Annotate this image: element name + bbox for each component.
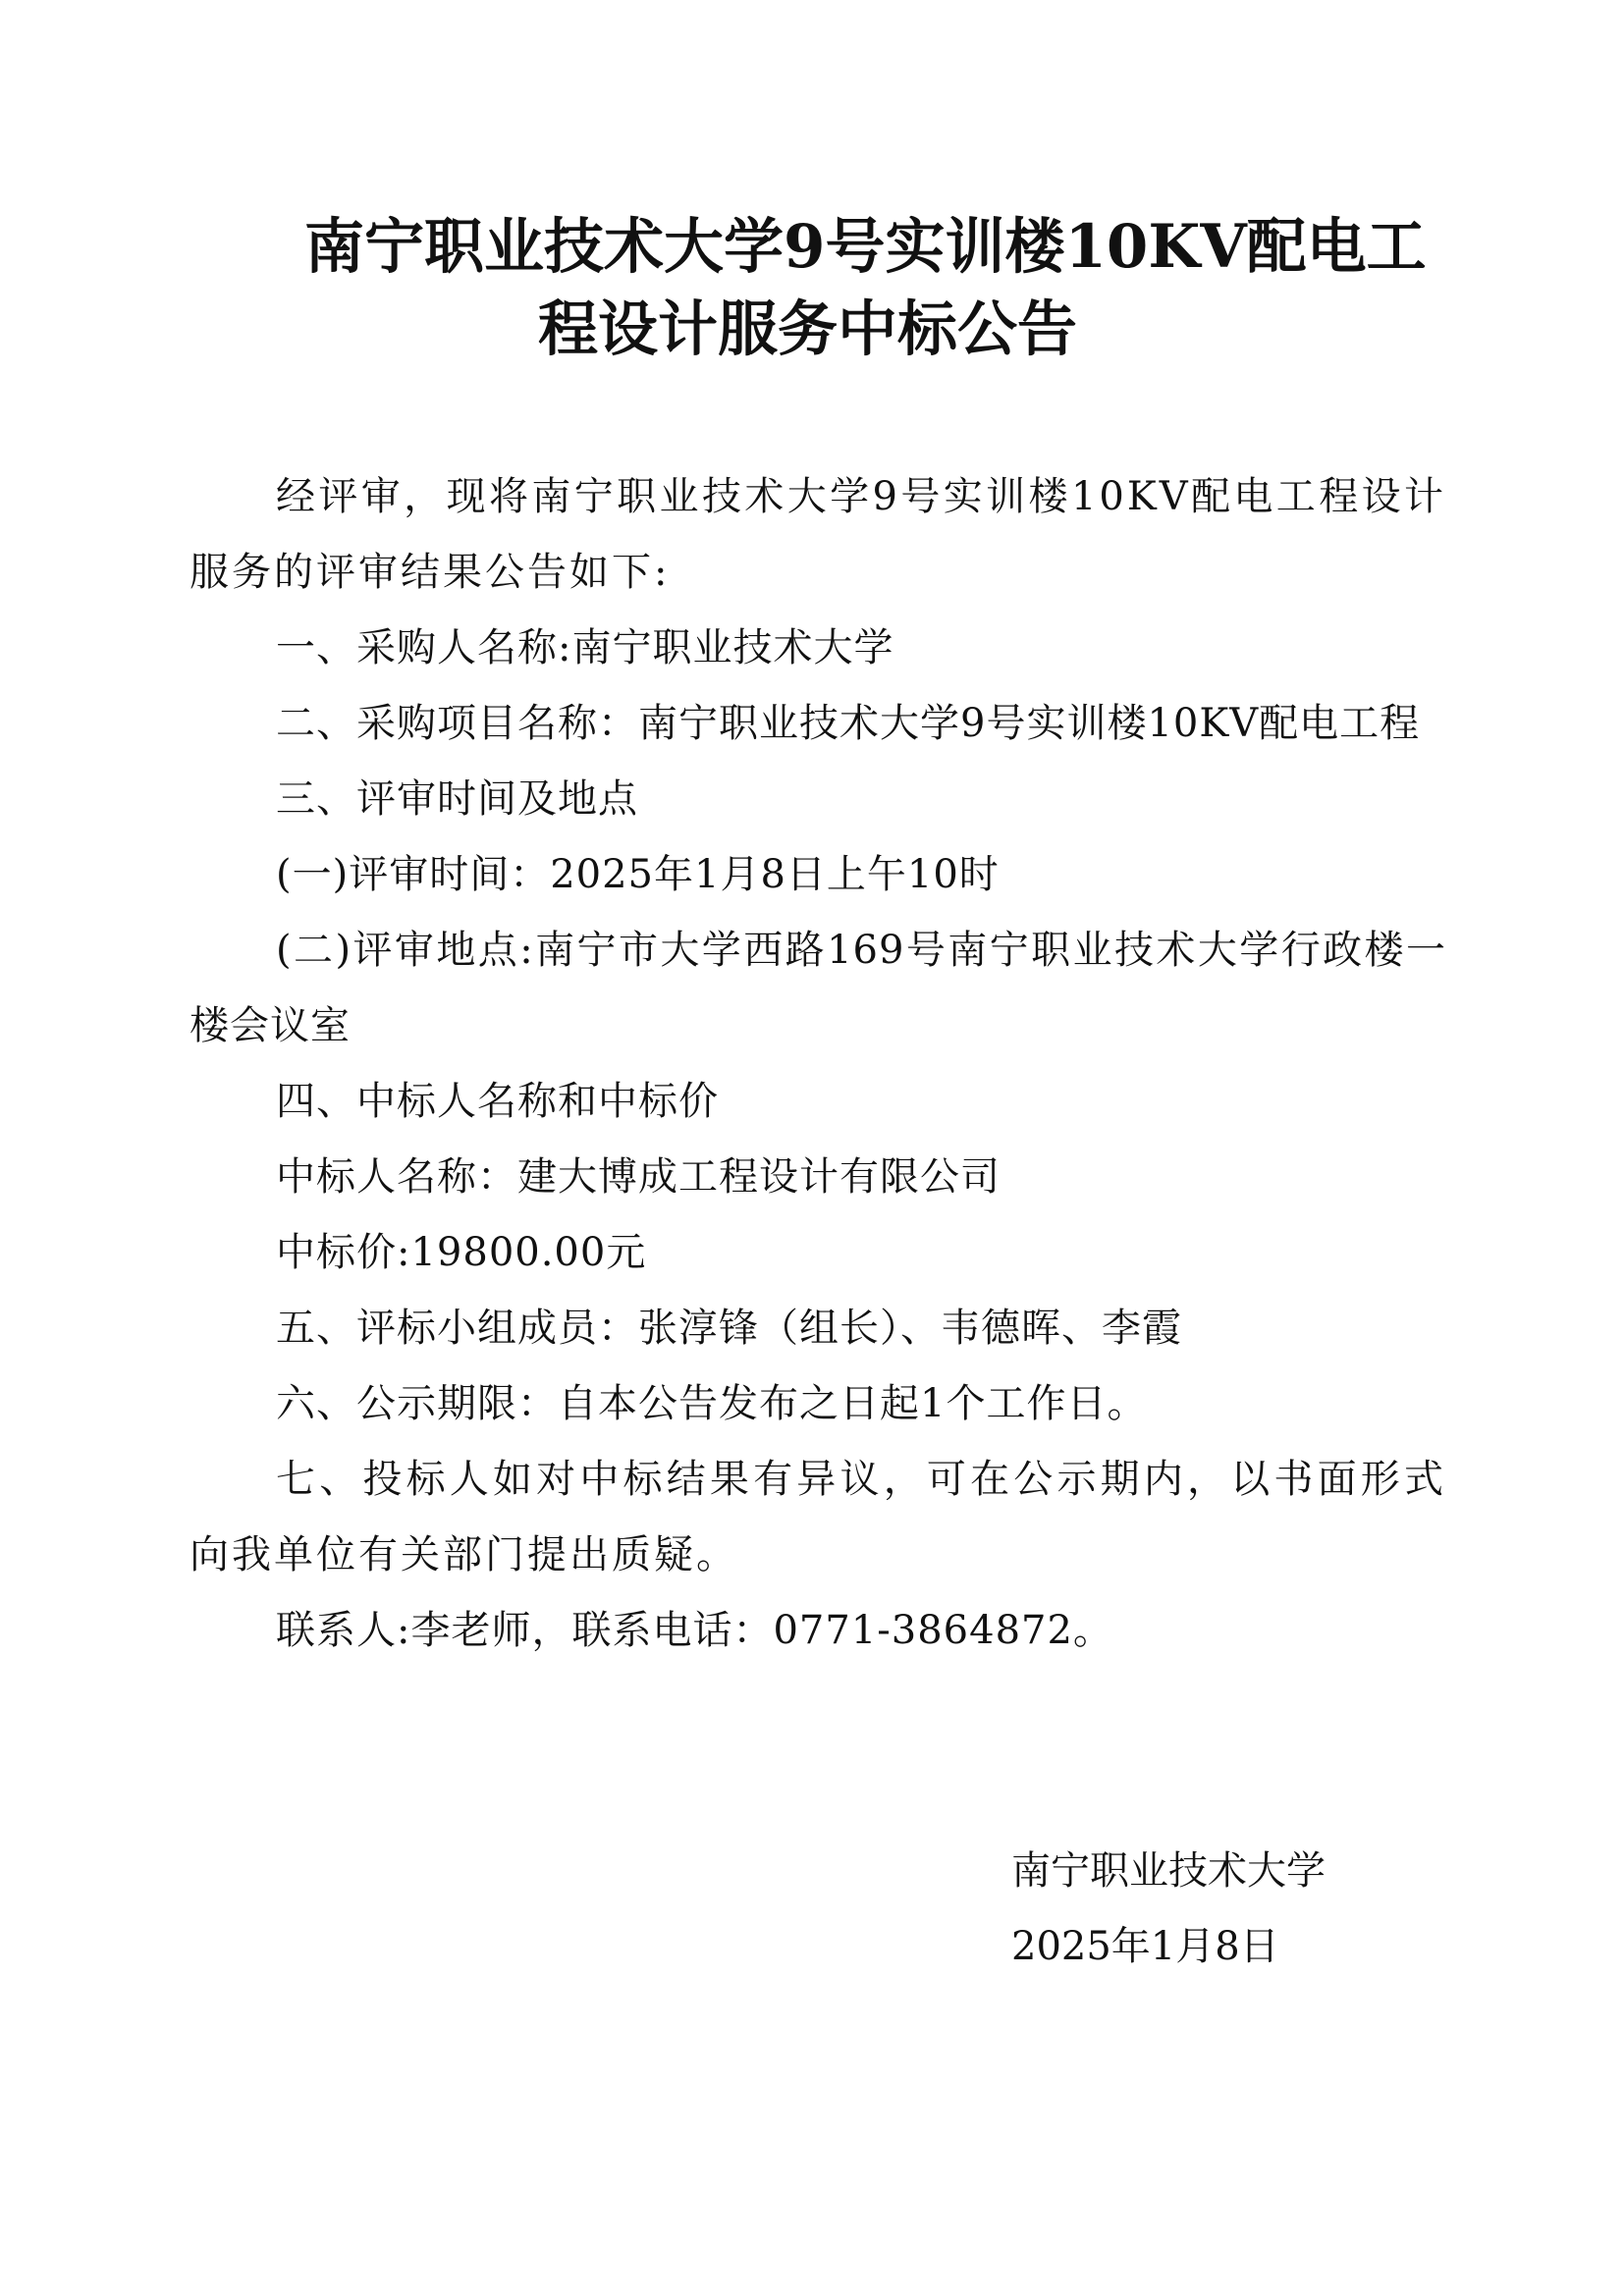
publicity-period-line: 六、公示期限：自本公告发布之日起1个工作日。	[276, 1381, 1148, 1426]
contact-line: 联系人:李老师，联系电话：0771-3864872。	[276, 1608, 1113, 1653]
review-time-line: (一)评审时间：2025年1月8日上午10时	[276, 852, 1000, 897]
signature-organization: 南宁职业技术大学	[1011, 1848, 1326, 1894]
intro-paragraph: 经评审，现将南宁职业技术大学9号实训楼10KV配电工程设计服务的评审结果公告如下:	[189, 474, 1446, 595]
document-body	[189, 459, 1446, 1669]
winner-heading: 四、中标人名称和中标价	[276, 1079, 719, 1124]
signature-date: 2025年1月8日	[1011, 1924, 1279, 1969]
project-line: 二、采购项目名称：南宁职业技术大学9号实训楼10KV配电工程	[276, 701, 1421, 746]
winner-name-line: 中标人名称：建大博成工程设计有限公司	[276, 1154, 1001, 1200]
winner-price-line: 中标价:19800.00元	[276, 1230, 647, 1275]
title-line-1: 南宁职业技术大学9号实训楼10KV配电工	[304, 212, 1427, 282]
purchaser-line: 一、采购人名称:南宁职业技术大学	[276, 625, 894, 670]
objection-paragraph: 七、投标人如对中标结果有异议，可在公示期内，以书面形式向我单位有关部门提出质疑。	[189, 1457, 1446, 1577]
document-title	[304, 206, 1463, 371]
signature-block	[1011, 1834, 1326, 1985]
title-line-2: 程设计服务中标公告	[538, 294, 1078, 364]
review-place-line: (二)评审地点:南宁市大学西路169号南宁职业技术大学行政楼一楼会议室	[189, 928, 1446, 1048]
panel-members-line: 五、评标小组成员：张淳锋（组长）、韦德晖、李霞	[276, 1306, 1182, 1351]
review-heading: 三、评审时间及地点	[276, 776, 638, 822]
